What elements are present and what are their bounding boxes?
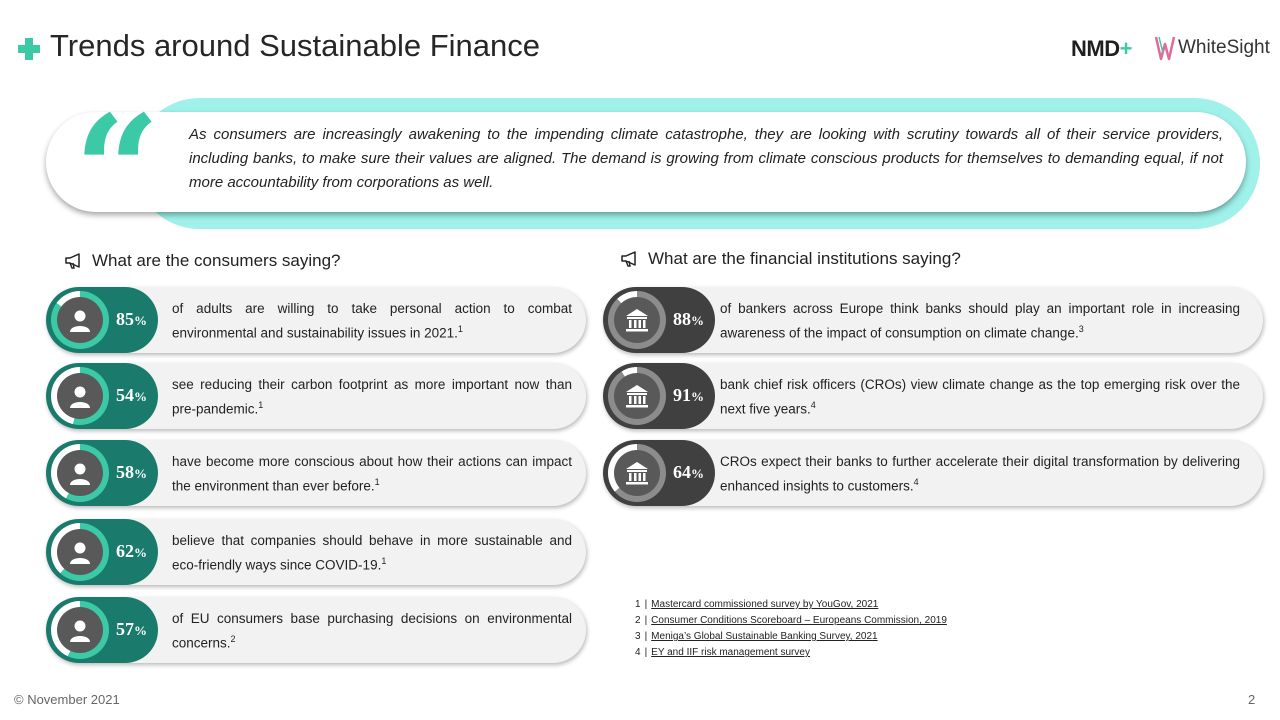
- footnote-separator: |: [644, 647, 648, 658]
- person-icon: [57, 373, 103, 419]
- megaphone-icon: [620, 250, 640, 268]
- stat-badge: [46, 519, 158, 585]
- person-icon: [57, 450, 103, 496]
- stat-description: bank chief risk officers (CROs) view climate change as the top emerging risk over the next five years.$^4$: [720, 377, 1240, 417]
- stat-badge: [46, 363, 158, 429]
- footnote-source-link[interactable]: Mastercard commissioned survey by YouGov, 2021: [651, 599, 879, 610]
- footnote-item: [635, 597, 947, 613]
- stat-description: believe that companies should behave in more sustainable and eco-friendly ways since COVID-19.$^1$: [172, 533, 572, 573]
- footnote-source-link[interactable]: Consumer Conditions Scoreboard – Europeans Commission, 2019: [651, 615, 947, 626]
- stat-percent: 64%: [673, 462, 704, 482]
- stat-percent: 88%: [673, 309, 704, 329]
- stat-description: of adults are willing to take personal action to combat environmental and sustainability issues in 2021.$^1$: [172, 301, 572, 341]
- institution-stat-row: [603, 287, 1263, 353]
- stat-description: of bankers across Europe think banks should play an important role in increasing awareness of the impact of consumption on climate change.$^3$: [720, 301, 1240, 341]
- page-title: Trends around Sustainable Finance: [50, 28, 540, 63]
- footnote-ref: 1: [374, 477, 380, 487]
- stat-percent: 58%: [116, 462, 147, 482]
- person-icon: [57, 529, 103, 575]
- footnote-ref: 4: [913, 477, 919, 487]
- stat-badge: [46, 440, 158, 506]
- consumer-stat-row: [46, 440, 586, 506]
- plus-logo-icon: [18, 38, 40, 60]
- footnote-ref: 1: [258, 400, 264, 410]
- person-icon: [57, 297, 103, 343]
- footnote-separator: |: [644, 615, 648, 626]
- consumer-stat-row: [46, 363, 586, 429]
- footnote-item: [635, 645, 947, 661]
- whitesight-logo: WhiteSight: [1178, 37, 1270, 58]
- stat-percent: 85%: [116, 309, 147, 329]
- footnote-number: 1: [635, 599, 641, 610]
- stat-percent: 57%: [116, 619, 147, 639]
- megaphone-icon: [64, 252, 84, 270]
- footnote-ref: 1: [381, 556, 387, 566]
- stat-description: of EU consumers base purchasing decisions on environmental concerns.$^2$: [172, 611, 572, 651]
- stat-percent: 54%: [116, 385, 147, 405]
- footnote-separator: |: [644, 599, 648, 610]
- stat-percent: 91%: [673, 385, 704, 405]
- stat-badge: [46, 597, 158, 663]
- stat-badge: [603, 287, 715, 353]
- footnote-ref: 1: [457, 324, 463, 334]
- stat-percent: 62%: [116, 541, 147, 561]
- stat-badge: [603, 363, 715, 429]
- footnote-item: [635, 613, 947, 629]
- copyright: © November 2021: [14, 692, 120, 707]
- stat-description: see reducing their carbon footprint as more important now than pre-pandemic.$^1$: [172, 377, 572, 417]
- footnote-separator: |: [644, 631, 648, 642]
- footnotes: [635, 597, 947, 661]
- footnote-ref: 3: [1078, 324, 1084, 334]
- page-number: 2: [1248, 692, 1256, 707]
- consumer-stat-row: [46, 519, 586, 585]
- consumer-stat-row: [46, 287, 586, 353]
- consumer-stat-row: [46, 597, 586, 663]
- stat-badge: [603, 440, 715, 506]
- bank-icon: [614, 373, 660, 419]
- bank-icon: [614, 297, 660, 343]
- stat-badge: [46, 287, 158, 353]
- footnote-ref: 2: [230, 634, 236, 644]
- stat-description: have become more conscious about how their actions can impact the environment than ever before.$^1$: [172, 454, 572, 494]
- footnote-ref: 4: [810, 400, 816, 410]
- institution-stat-row: [603, 440, 1263, 506]
- quote-mark-icon: “: [74, 83, 161, 259]
- footnote-source-link[interactable]: EY and IIF risk management survey: [651, 647, 810, 658]
- institutions-heading: What are the financial institutions saying?: [620, 249, 961, 269]
- person-icon: [57, 607, 103, 653]
- stat-description: CROs expect their banks to further accelerate their digital transformation by delivering enhanced insights to customers.$^4$: [720, 454, 1240, 494]
- quote-text: As consumers are increasingly awakening to the impending climate catastrophe, they are looking with scrutiny towards all of their service providers, including banks, to make sure their values are aligned. The demand is growing from climate conscious products for themselves to demanding equal, if not more accountability from corporations as well.: [189, 126, 1223, 191]
- institution-stat-row: [603, 363, 1263, 429]
- bank-icon: [614, 450, 660, 496]
- nmd-logo: NMD+: [1071, 36, 1132, 61]
- footnote-item: [635, 629, 947, 645]
- footnote-source-link[interactable]: Meniga’s Global Sustainable Banking Survey, 2021: [651, 631, 878, 642]
- footnote-number: 4: [635, 647, 641, 658]
- consumers-heading: What are the consumers saying?: [64, 251, 341, 271]
- whitesight-logo-icon: [1154, 34, 1176, 62]
- footnote-number: 2: [635, 615, 641, 626]
- footnote-number: 3: [635, 631, 641, 642]
